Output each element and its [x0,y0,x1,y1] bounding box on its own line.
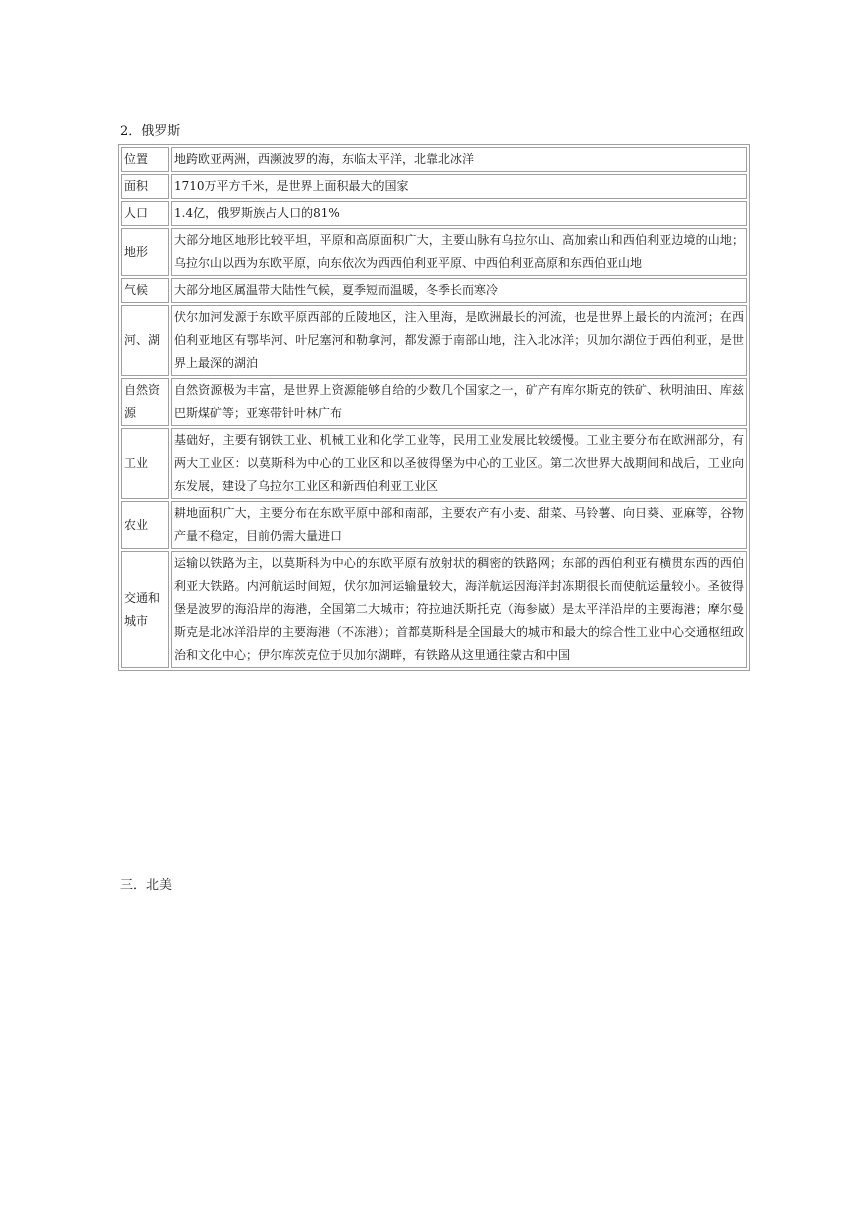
row-label: 工业 [121,428,169,499]
section-heading-north-america: 三．北美 [120,878,173,893]
table-row-climate [121,278,747,303]
row-label: 面积 [121,174,169,199]
row-label: 农业 [121,501,169,549]
row-content: 伏尔加河发源于东欧平原西部的丘陵地区，注入里海，是欧洲最长的河流，也是世界上最长的内流河；在西伯利亚地区有鄂毕河、叶尼塞河和勒拿河，都发源于南部山地，注入北冰洋；贝加尔湖位于西伯利亚，是世界上最深的湖泊 [171,305,747,376]
row-content: 1710万平方千米，是世界上面积最大的国家 [171,174,747,199]
row-label: 气候 [121,278,169,303]
table-row-rivers-lakes [121,305,747,376]
row-label: 位置 [121,147,169,172]
row-label: 交通和城市 [121,551,169,668]
row-content: 运输以铁路为主，以莫斯科为中心的东欧平原有放射状的稠密的铁路网；东部的西伯利亚有横贯东西的西伯利亚大铁路。内河航运时间短，伏尔加河运输量较大，海洋航运因海洋封冻期很长而使航运量较小。圣彼得堡是波罗的海沿岸的海港，全国第二大城市；符拉迪沃斯托克（海参崴）是太平洋沿岸的主要海港；摩尔曼斯克是北冰洋沿岸的主要海港（不冻港）；首都莫斯科是全国最大的城市和最大的综合性工业中心交通枢纽政治和文化中心；伊尔库茨克位于贝加尔湖畔，有铁路从这里通往蒙古和中国 [171,551,747,668]
section-heading-russia: 2．俄罗斯 [120,124,181,139]
table-row-area [121,174,747,199]
table-row-industry [121,428,747,499]
row-label: 河、湖 [121,305,169,376]
row-content: 基础好，主要有钢铁工业、机械工业和化学工业等，民用工业发展比较缓慢。工业主要分布在欧洲部分，有两大工业区：以莫斯科为中心的工业区和以圣彼得堡为中心的工业区。第二次世界大战期间和战后，工业向东发展，建设了乌拉尔工业区和新西伯利亚工业区 [171,428,747,499]
row-label: 地形 [121,228,169,276]
row-label: 人口 [121,201,169,226]
row-content: 耕地面积广大，主要分布在东欧平原中部和南部，主要农产有小麦、甜菜、马铃薯、向日葵、亚麻等，谷物产量不稳定，目前仍需大量进口 [171,501,747,549]
row-content: 大部分地区地形比较平坦，平原和高原面积广大，主要山脉有乌拉尔山、高加索山和西伯利亚边境的山地；乌拉尔山以西为东欧平原，向东依次为西西伯利亚平原、中西伯利亚高原和东西伯亚山地 [171,228,747,276]
row-content: 1.4亿，俄罗斯族占人口的81% [171,201,747,226]
row-label: 自然资源 [121,378,169,426]
table-row-population [121,201,747,226]
table-row-natural-resources [121,378,747,426]
table-row-location [121,147,747,172]
table-row-agriculture [121,501,747,549]
table-row-terrain [121,228,747,276]
table-row-transport-cities [121,551,747,668]
russia-info-table [118,144,750,671]
row-content: 地跨欧亚两洲，西濒波罗的海，东临太平洋，北靠北冰洋 [171,147,747,172]
row-content: 自然资源极为丰富，是世界上资源能够自给的少数几个国家之一，矿产有库尔斯克的铁矿、秋明油田、库兹巴斯煤矿等；亚寒带针叶林广布 [171,378,747,426]
row-content: 大部分地区属温带大陆性气候，夏季短而温暖，冬季长而寒冷 [171,278,747,303]
